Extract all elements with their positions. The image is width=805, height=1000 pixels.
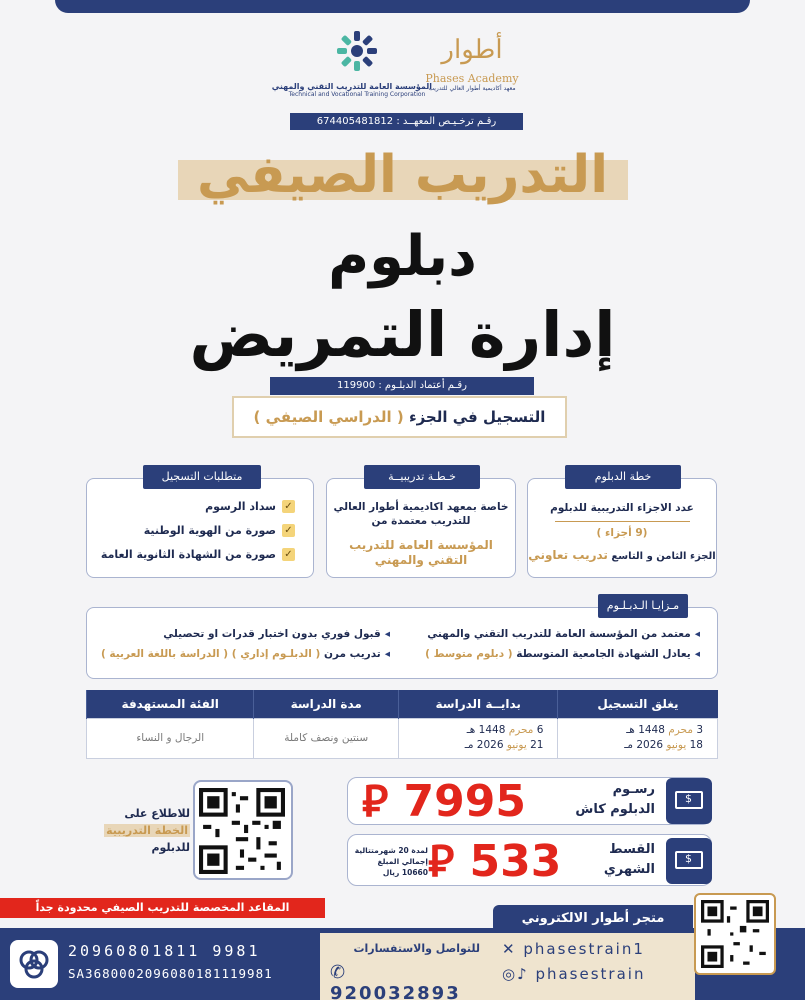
- contact-label: للتواصل والاستفسارات: [353, 942, 480, 955]
- bullet-icon: ◂: [694, 648, 700, 660]
- tvtc-emblem-icon: [334, 28, 380, 74]
- bank-account-number: 20960801811 9981: [68, 942, 261, 960]
- qr-code-icon: [199, 788, 285, 874]
- social-handle-x[interactable]: ✕ phasestrain1: [502, 940, 645, 958]
- requirements-tab: متطلبات التسجيل: [143, 465, 261, 489]
- check-icon: ✓: [282, 524, 295, 537]
- check-icon: ✓: [282, 548, 295, 561]
- bullet-icon: ◂: [384, 628, 390, 640]
- registration-highlight: ( الدراسي الصيفي ): [253, 408, 404, 426]
- feature-item: ◂تدريب مرن ( الدبلـوم إداري ) ( الدراسة باللغة العربية ): [100, 648, 390, 660]
- social-handle-multi[interactable]: ◎♪ phasestrain: [502, 965, 646, 983]
- registration-close-cell: 3 محرم 1448 هـ 18 يونيو 2026 مـ: [558, 718, 718, 758]
- registration-box: [232, 396, 567, 438]
- online-store-label: متجر أطوار الالكتروني: [493, 905, 693, 933]
- audience-cell: الرجال و النساء: [87, 718, 254, 758]
- plan-line-2: (9 أجزاء ): [596, 527, 648, 539]
- plan-qr-code[interactable]: [193, 780, 293, 880]
- table-header: يغلق التسجيل: [558, 690, 718, 718]
- phases-name-ar: معهد أكاديمية أطوار العالي للتدريب: [428, 85, 516, 92]
- diploma-title: دبلوم: [328, 224, 477, 289]
- summer-training-title: التدريب الصيفي: [196, 145, 609, 205]
- qr-note: للاطلاع على الخطة التدريبية للدبلوم: [106, 807, 190, 854]
- plan-line-1: عدد الاجزاء التدريبية للدبلوم: [550, 502, 694, 514]
- x-icon: ✕: [502, 940, 517, 958]
- study-start-cell: 6 محرم 1448 هـ 21 يونيو 2026 مـ: [398, 718, 558, 758]
- training-plan-tab: خـطـة تدريبيــة: [364, 465, 480, 489]
- duration-cell: سنتين ونصف كاملة: [254, 718, 398, 758]
- riyal-icon: ⃁: [362, 776, 389, 827]
- table-header: بدايــة الدراسة: [398, 690, 558, 718]
- qr-code-icon: [701, 900, 769, 968]
- money-icon: [666, 838, 712, 884]
- requirement-item: ✓ صورة من الشهادة الثانوية العامة: [101, 548, 295, 561]
- whatsapp-icon: ✆: [330, 962, 348, 983]
- program-title: إدارة التمريض: [189, 298, 616, 371]
- approval-number: رقـم أعتماد الدبلـوم : 119900: [270, 377, 534, 395]
- registration-prefix: التسجيل في الجزء: [408, 408, 546, 426]
- plan-divider: [555, 521, 690, 522]
- plan-line-3: [528, 548, 716, 562]
- store-qr-code[interactable]: [694, 893, 776, 975]
- plan-tab: خطة الدبلوم: [565, 465, 681, 489]
- check-icon: ✓: [282, 500, 295, 513]
- table-header: الفئة المستهدفة: [87, 690, 254, 718]
- installment-note: لمدة 20 شهرمتتالية إجمالي المبلغ 10660 ريال: [354, 846, 428, 877]
- bank-iban: SA3680002096080181119981: [68, 966, 273, 981]
- bank-logo-icon: [10, 940, 58, 988]
- money-icon: [666, 778, 712, 824]
- riyal-icon: ⃁: [428, 836, 455, 887]
- tvtc-name-ar: المؤسسة العامة للتدريب التقني والمهني: [271, 82, 432, 91]
- schedule-table: [86, 690, 718, 759]
- top-bar: [55, 0, 750, 13]
- requirement-item: ✓ صورة من الهوية الوطنية: [144, 524, 295, 537]
- training-line-1: خاصة بمعهد اكاديمية أطوار العالي للتدريب معتمدة من: [333, 501, 509, 527]
- phases-name-en: Phases Academy: [425, 72, 519, 85]
- tvtc-name-en: Technical and Vocational Training Corporation: [288, 91, 426, 98]
- features-tab: مـزايـا الـدبـلـوم: [598, 594, 688, 618]
- cash-price-label: رسـوم الدبلوم كاش: [575, 782, 655, 817]
- plan-line-3-highlight: تدريب تعاوني: [528, 548, 608, 562]
- tvtc-logo: [271, 28, 432, 98]
- social-icons: ◎♪: [502, 965, 529, 983]
- training-line-2: المؤسسة العامة للتدريب التقني والمهني: [349, 538, 493, 567]
- phases-academy-logo: [412, 28, 532, 92]
- license-number: رقـم ترخـيـص المعهــد : 674405481812: [290, 113, 523, 130]
- phases-logo-mark: أطوار: [441, 35, 503, 65]
- plan-line-3-prefix: الجزء الثامن و التاسع: [611, 551, 716, 562]
- installment-price-value: ⃁ 533: [428, 836, 562, 887]
- installment-label: القسط الشهري: [603, 842, 655, 877]
- feature-item: ◂معتمد من المؤسسة العامة للتدريب التقني والمهني: [427, 628, 700, 640]
- feature-item: ◂قبول فوري بدون اختبار قدرات او تحصيلي: [163, 628, 390, 640]
- table-header-row: [87, 690, 718, 718]
- feature-item: ◂يعادل الشهادة الجامعية المتوسطة ( دبلوم متوسط ): [425, 648, 700, 660]
- bullet-icon: ◂: [694, 628, 700, 640]
- requirement-item: ✓ سداد الرسوم: [205, 500, 295, 513]
- bullet-icon: ◂: [384, 648, 390, 660]
- cash-price-value: ⃁ 7995: [362, 776, 526, 827]
- table-row: [87, 718, 718, 758]
- limited-seats-banner: المقاعد المخصصة للتدريب الصيفي محدودة جداً: [0, 898, 325, 918]
- table-header: مدة الدراسة: [254, 690, 398, 718]
- contact-phone[interactable]: ✆ 920032893: [330, 962, 461, 1000]
